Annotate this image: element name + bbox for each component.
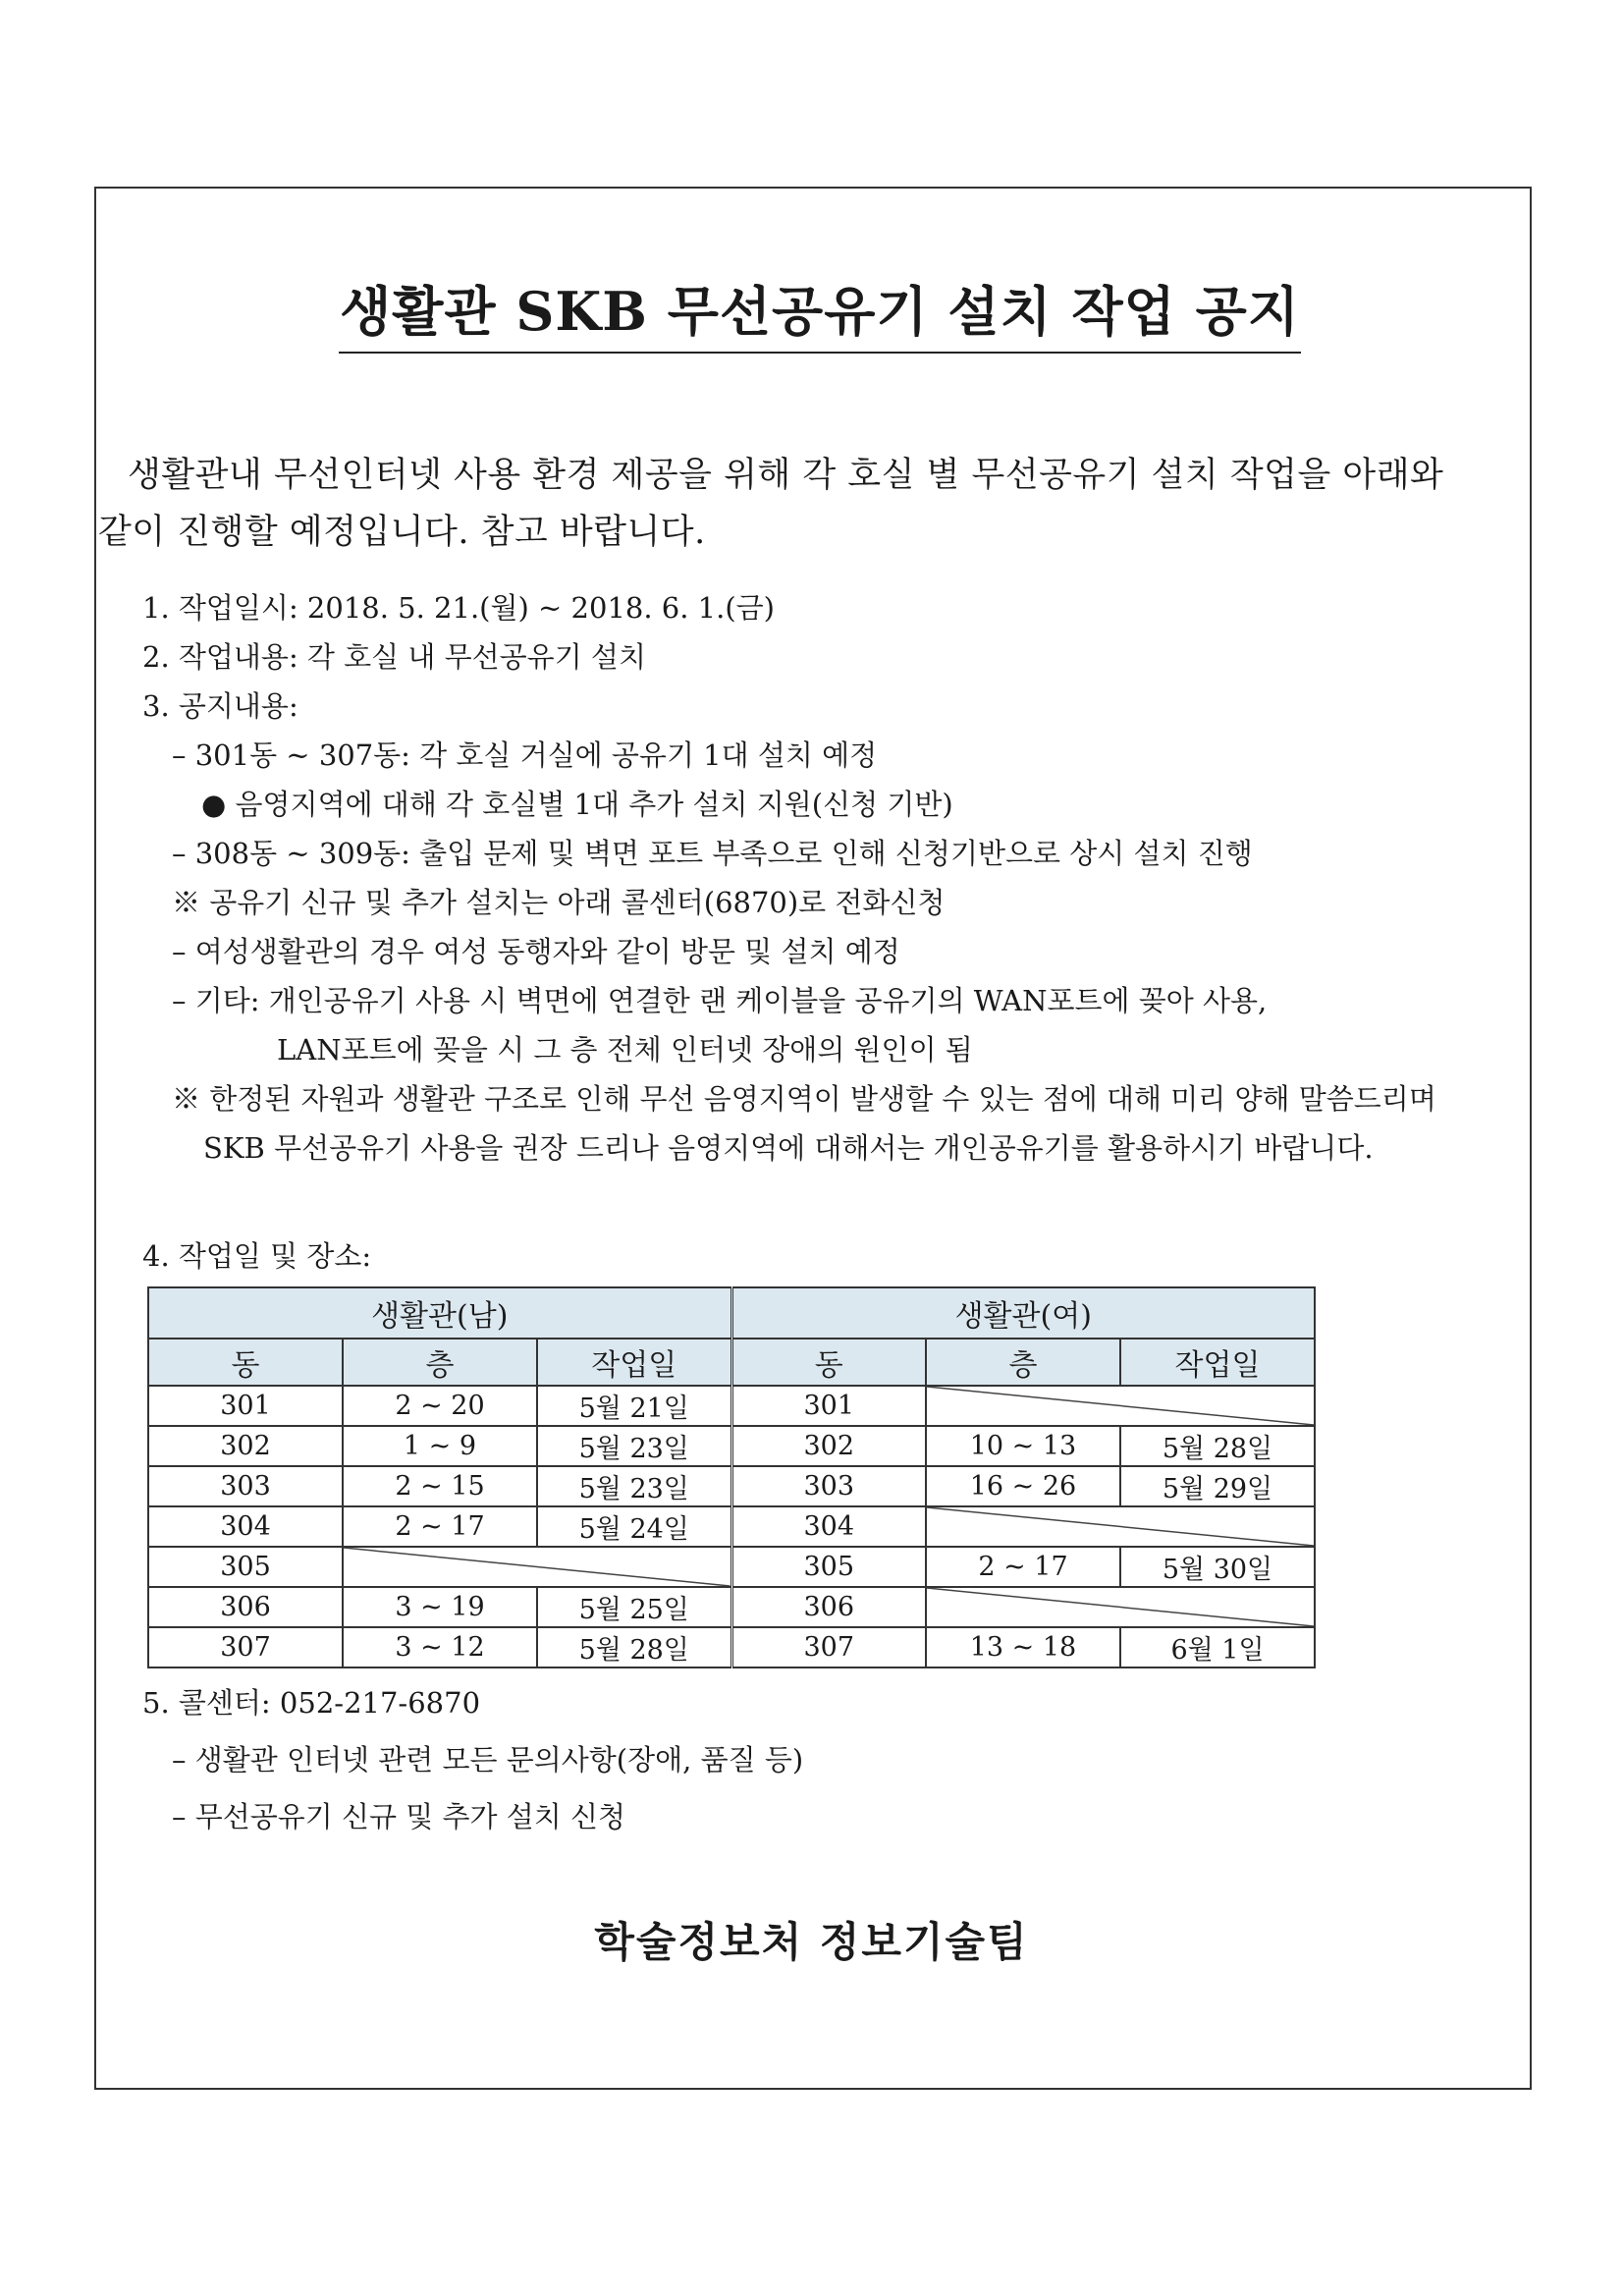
female-dong-cell: 302 — [731, 1426, 926, 1466]
female-dong-cell: 305 — [731, 1547, 926, 1587]
table-row — [148, 1426, 1315, 1466]
col-dong-male: 동 — [148, 1339, 343, 1386]
table-row — [148, 1506, 1315, 1547]
male-dorm-header: 생활관(남) — [148, 1287, 731, 1339]
item-notice-shadow-area: ● 음영지역에 대해 각 호실별 1대 추가 설치 지원(신청 기반) — [201, 788, 953, 821]
male-floor-cell: 3 ~ 12 — [343, 1627, 537, 1667]
female-floor-cell: 2 ~ 17 — [926, 1547, 1120, 1587]
item-notice-heading: 3. 공지내용: — [142, 689, 298, 723]
page-title: 생활관 SKB 무선공유기 설치 작업 공지 — [339, 270, 1301, 354]
schedule-body — [148, 1386, 1315, 1667]
female-dong-cell: 306 — [731, 1587, 926, 1627]
male-date-cell: 5월 24일 — [537, 1506, 731, 1547]
male-dong-cell: 302 — [148, 1426, 343, 1466]
intro-line-1: 생활관내 무선인터넷 사용 환경 제공을 위해 각 호실 별 무선공유기 설치 작업을 아래와 — [128, 456, 1444, 495]
male-no-work-cell — [343, 1547, 731, 1587]
male-floor-cell: 1 ~ 9 — [343, 1426, 537, 1466]
item-schedule-heading: 4. 작업일 및 장소: — [142, 1239, 372, 1273]
male-floor-cell: 3 ~ 19 — [343, 1587, 537, 1627]
item-notice-limited-cont: SKB 무선공유기 사용을 권장 드리나 음영지역에 대해서는 개인공유기를 활용하시기 바랍니다. — [203, 1131, 1374, 1165]
table-row — [148, 1627, 1315, 1667]
col-date-male: 작업일 — [537, 1339, 731, 1386]
male-date-cell: 5월 28일 — [537, 1627, 731, 1667]
empty-cell-diagonal — [927, 1507, 1314, 1546]
table-row — [148, 1587, 1315, 1627]
issuer-signature: 학술정보처 정보기술팀 — [594, 1918, 1029, 1966]
item-notice-308-309: – 308동 ~ 309동: 출입 문제 및 벽면 포트 부족으로 인해 신청기반으로 상시 설치 진행 — [172, 837, 1253, 870]
contact-note-2: – 무선공유기 신규 및 추가 설치 신청 — [172, 1800, 626, 1833]
female-dong-cell: 303 — [731, 1466, 926, 1506]
female-date-cell: 5월 30일 — [1120, 1547, 1315, 1587]
male-dong-cell: 303 — [148, 1466, 343, 1506]
male-date-cell: 5월 25일 — [537, 1587, 731, 1627]
empty-cell-diagonal — [344, 1548, 730, 1586]
contact-phone: 5. 콜센터: 052-217-6870 — [142, 1686, 481, 1720]
col-floor-male: 층 — [343, 1339, 537, 1386]
intro-line-2: 같이 진행할 예정입니다. 참고 바랍니다. — [98, 513, 706, 552]
item-notice-callcenter: ※ 공유기 신규 및 추가 설치는 아래 콜센터(6870)로 전화신청 — [172, 886, 946, 919]
item-notice-female: – 여성생활관의 경우 여성 동행자와 같이 방문 및 설치 예정 — [172, 935, 900, 968]
male-date-cell: 5월 23일 — [537, 1426, 731, 1466]
item-notice-limited: ※ 한정된 자원과 생활관 구조로 인해 무선 음영지역이 발생할 수 있는 점에 대해 미리 양해 말씀드리며 — [172, 1082, 1436, 1116]
male-date-cell: 5월 23일 — [537, 1466, 731, 1506]
schedule-table-wrap — [147, 1286, 1316, 1668]
male-floor-cell: 2 ~ 15 — [343, 1466, 537, 1506]
intro-paragraph — [98, 447, 1528, 561]
item-notice-etc-cont: LAN포트에 꽂을 시 그 층 전체 인터넷 장애의 원인이 됨 — [277, 1033, 973, 1066]
female-dong-cell: 301 — [731, 1386, 926, 1426]
male-dong-cell: 301 — [148, 1386, 343, 1426]
table-row — [148, 1466, 1315, 1506]
col-date-female: 작업일 — [1120, 1339, 1315, 1386]
female-dong-cell: 307 — [731, 1627, 926, 1667]
table-row — [148, 1547, 1315, 1587]
female-floor-cell: 13 ~ 18 — [926, 1627, 1120, 1667]
empty-cell-diagonal — [927, 1387, 1314, 1425]
male-dong-cell: 305 — [148, 1547, 343, 1587]
item-notice-etc: – 기타: 개인공유기 사용 시 벽면에 연결한 랜 케이블을 공유기의 WAN포트에 꽂아 사용, — [172, 984, 1268, 1017]
female-date-cell: 5월 29일 — [1120, 1466, 1315, 1506]
female-no-work-cell — [926, 1506, 1315, 1547]
item-content: 2. 작업내용: 각 호실 내 무선공유기 설치 — [142, 640, 646, 674]
female-dorm-header: 생활관(여) — [731, 1287, 1315, 1339]
female-floor-cell: 16 ~ 26 — [926, 1466, 1120, 1506]
female-dong-cell: 304 — [731, 1506, 926, 1547]
female-floor-cell: 10 ~ 13 — [926, 1426, 1120, 1466]
col-floor-female: 층 — [926, 1339, 1120, 1386]
female-date-cell: 6월 1일 — [1120, 1627, 1315, 1667]
schedule-table — [147, 1286, 1316, 1668]
male-floor-cell: 2 ~ 20 — [343, 1386, 537, 1426]
item-schedule: 1. 작업일시: 2018. 5. 21.(월) ~ 2018. 6. 1.(금) — [142, 591, 775, 625]
female-date-cell: 5월 28일 — [1120, 1426, 1315, 1466]
empty-cell-diagonal — [927, 1588, 1314, 1626]
male-date-cell: 5월 21일 — [537, 1386, 731, 1426]
male-dong-cell: 304 — [148, 1506, 343, 1547]
male-dong-cell: 307 — [148, 1627, 343, 1667]
male-floor-cell: 2 ~ 17 — [343, 1506, 537, 1547]
contact-note-1: – 생활관 인터넷 관련 모든 문의사항(장애, 품질 등) — [172, 1743, 804, 1777]
female-no-work-cell — [926, 1587, 1315, 1627]
item-notice-301-307: – 301동 ~ 307동: 각 호실 거실에 공유기 1대 설치 예정 — [172, 738, 878, 772]
male-dong-cell: 306 — [148, 1587, 343, 1627]
female-no-work-cell — [926, 1386, 1315, 1426]
col-dong-female: 동 — [731, 1339, 926, 1386]
table-row — [148, 1386, 1315, 1426]
